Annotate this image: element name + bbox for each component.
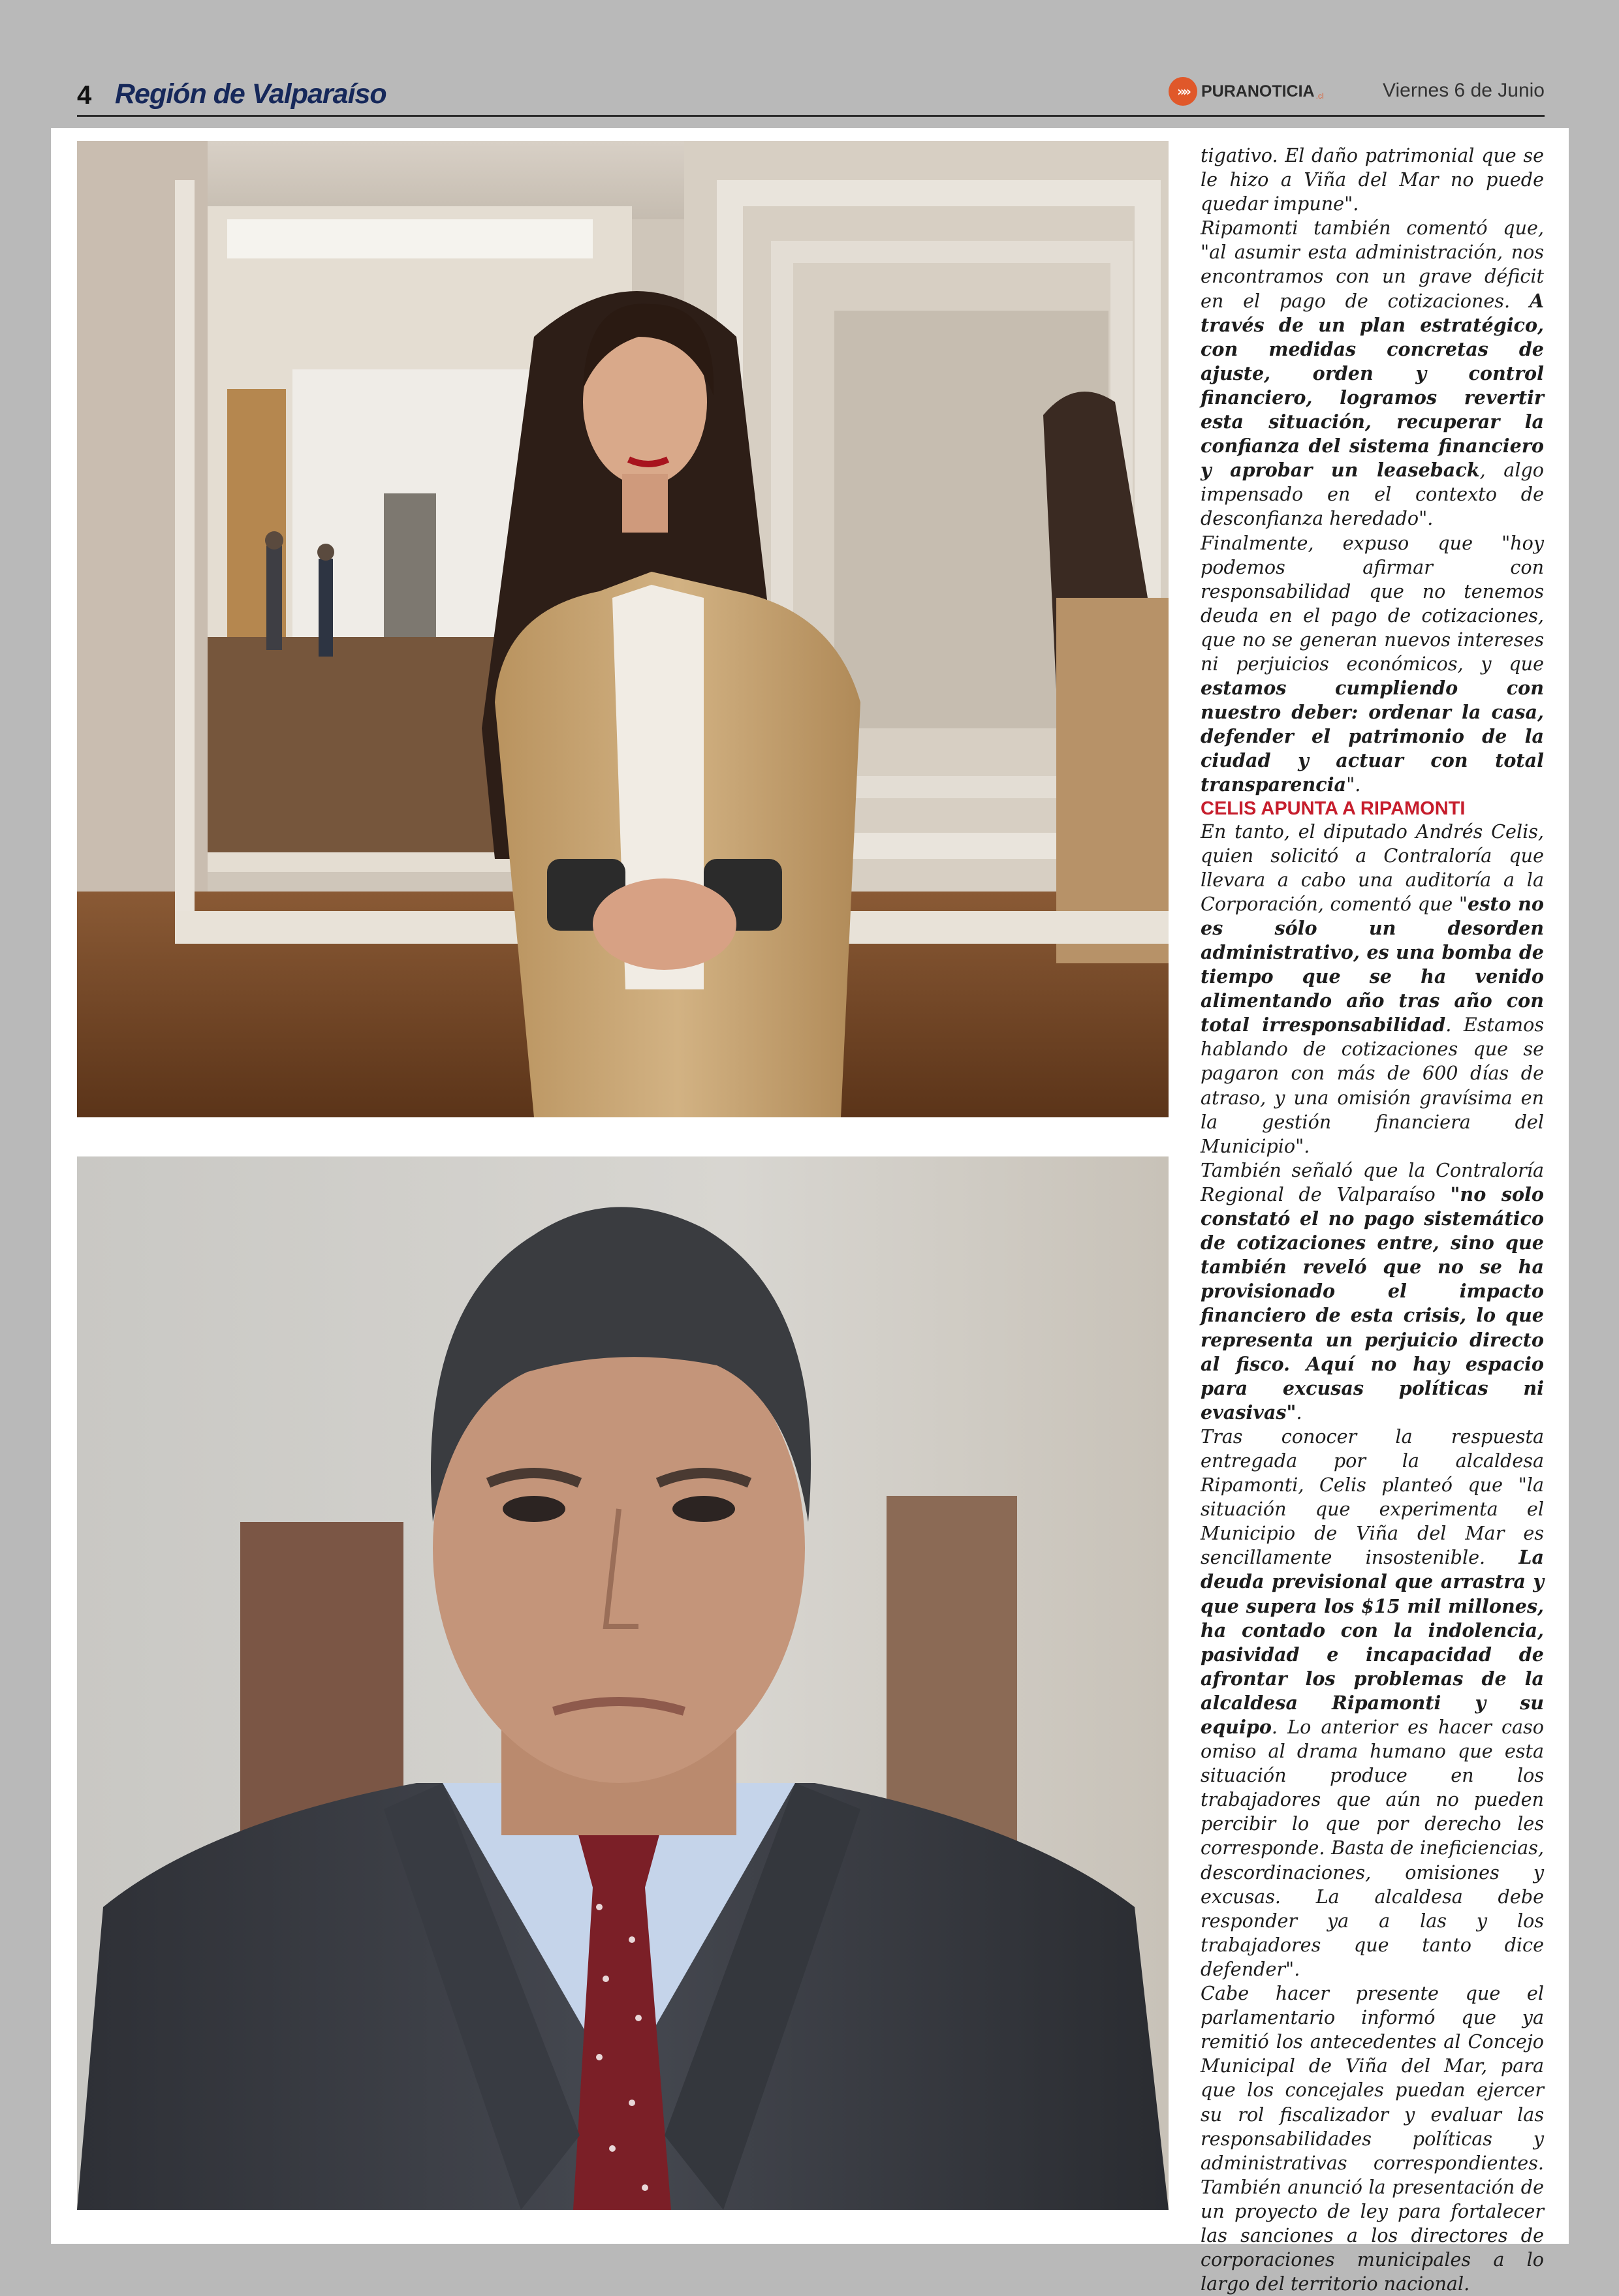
section-title: Región de Valparaíso [115,78,386,110]
brand-name: PURANOTICIA [1201,82,1315,101]
article-paragraph: Ripamonti también comentó que, "al asumir esta administración, nos encontramos con un grave déficit en el pago de cotizaciones. A través de un plan estratégico, con medidas concretas de ajuste, orden y control financiero, logramos revertir esta situación, recuperar la confianza del sistema financiero y aprobar un leaseback, algo impensado en el contexto de desconfianza heredado". [1201,217,1544,530]
photo-woman-gallery [77,141,1169,1117]
issue-date: Viernes 6 de Junio [1383,80,1545,101]
brand-arrows-icon: »» [1169,77,1197,106]
article-subheading: CELIS APUNTA A RIPAMONTI [1201,798,1466,819]
article-paragraph: Finalmente, expuso que "hoy podemos afirmar con responsabilidad que no tenemos deuda en el pago de cotizaciones, que no se generan nuevos intereses ni perjuicios económicos, y que estamos cumpliendo con nuestro deber: ordenar la casa, defender el patrimonio de la ciudad y actuar con total transparencia". [1201,531,1544,796]
article-paragraph: También señaló que la Contraloría Regional de Valparaíso "no solo constató el no pago sistemático de cotizaciones entre, sino que también reveló que no se ha provisionado el impacto financiero de esta crisis, lo que representa un perjuicio directo al fisco. Aquí no hay espacio para excusas políticas ni evasivas". [1201,1158,1544,1423]
brand-suffix: .cl [1315,91,1324,101]
page-sheet [51,128,1569,2295]
article-paragraph: Tras conocer la respuesta entregada por la alcaldesa Ripamonti, Celis planteó que "la situación que experimenta el Municipio de Viña del Mar es sencillamente insostenible. La deuda previsional que arrastra y que supera los $15 mil millones, ha contado con la indolencia, pasividad e incapacidad de afrontar los problemas de la alcaldesa Ripamonti y su equipo. Lo anterior es hacer caso omiso al drama humano que esta situación produce en los trabajadores que aún no pueden percibir lo que por derecho les corresponde. Basta de ineficiencias, descordinaciones, omisiones y excusas. La alcaldesa debe responder ya a las y los trabajadores que tanto dice defender". [1201,1425,1544,1980]
article-paragraph: En tanto, el diputado Andrés Celis, quien solicitó a Contraloría que llevara a cabo una auditoría a la Corporación, comentó que "esto no es sólo un desorden administrativo, es una bomba de tiempo que se ha venido alimentando año tras año con total irresponsabilidad. Estamos hablando de cotizaciones que se pagaron con más de 600 días de atraso, y una omisión gravísima en la gestión financiera del Municipio". [1201,820,1545,1157]
photo-woman-gallery-image [77,141,1169,1117]
photo-andres-celis-image [77,1156,1169,2210]
page-number: 4 [77,81,92,110]
article-paragraph: tigativo. El daño patrimonial que se le hizo a Viña del Mar no puede quedar impune". [1201,144,1544,215]
brand-logo [1169,76,1324,107]
article-paragraph: Cabe hacer presente que el parlamentario informó que ya remitió los antecedentes al Concejo Municipal de Viña del Mar, para que los concejales puedan ejercer su rol fiscalizador y evaluar las responsabilidades políticas y administrativas correspondientes. También anunció la presentación de un proyecto de ley para fortalecer las sanciones a los directores de corporaciones municipales a lo largo del territorio nacional. [1201,1982,1544,2295]
page-header [77,73,1545,117]
article-column [1201,144,1544,2296]
photo-andres-celis [77,1156,1169,2210]
